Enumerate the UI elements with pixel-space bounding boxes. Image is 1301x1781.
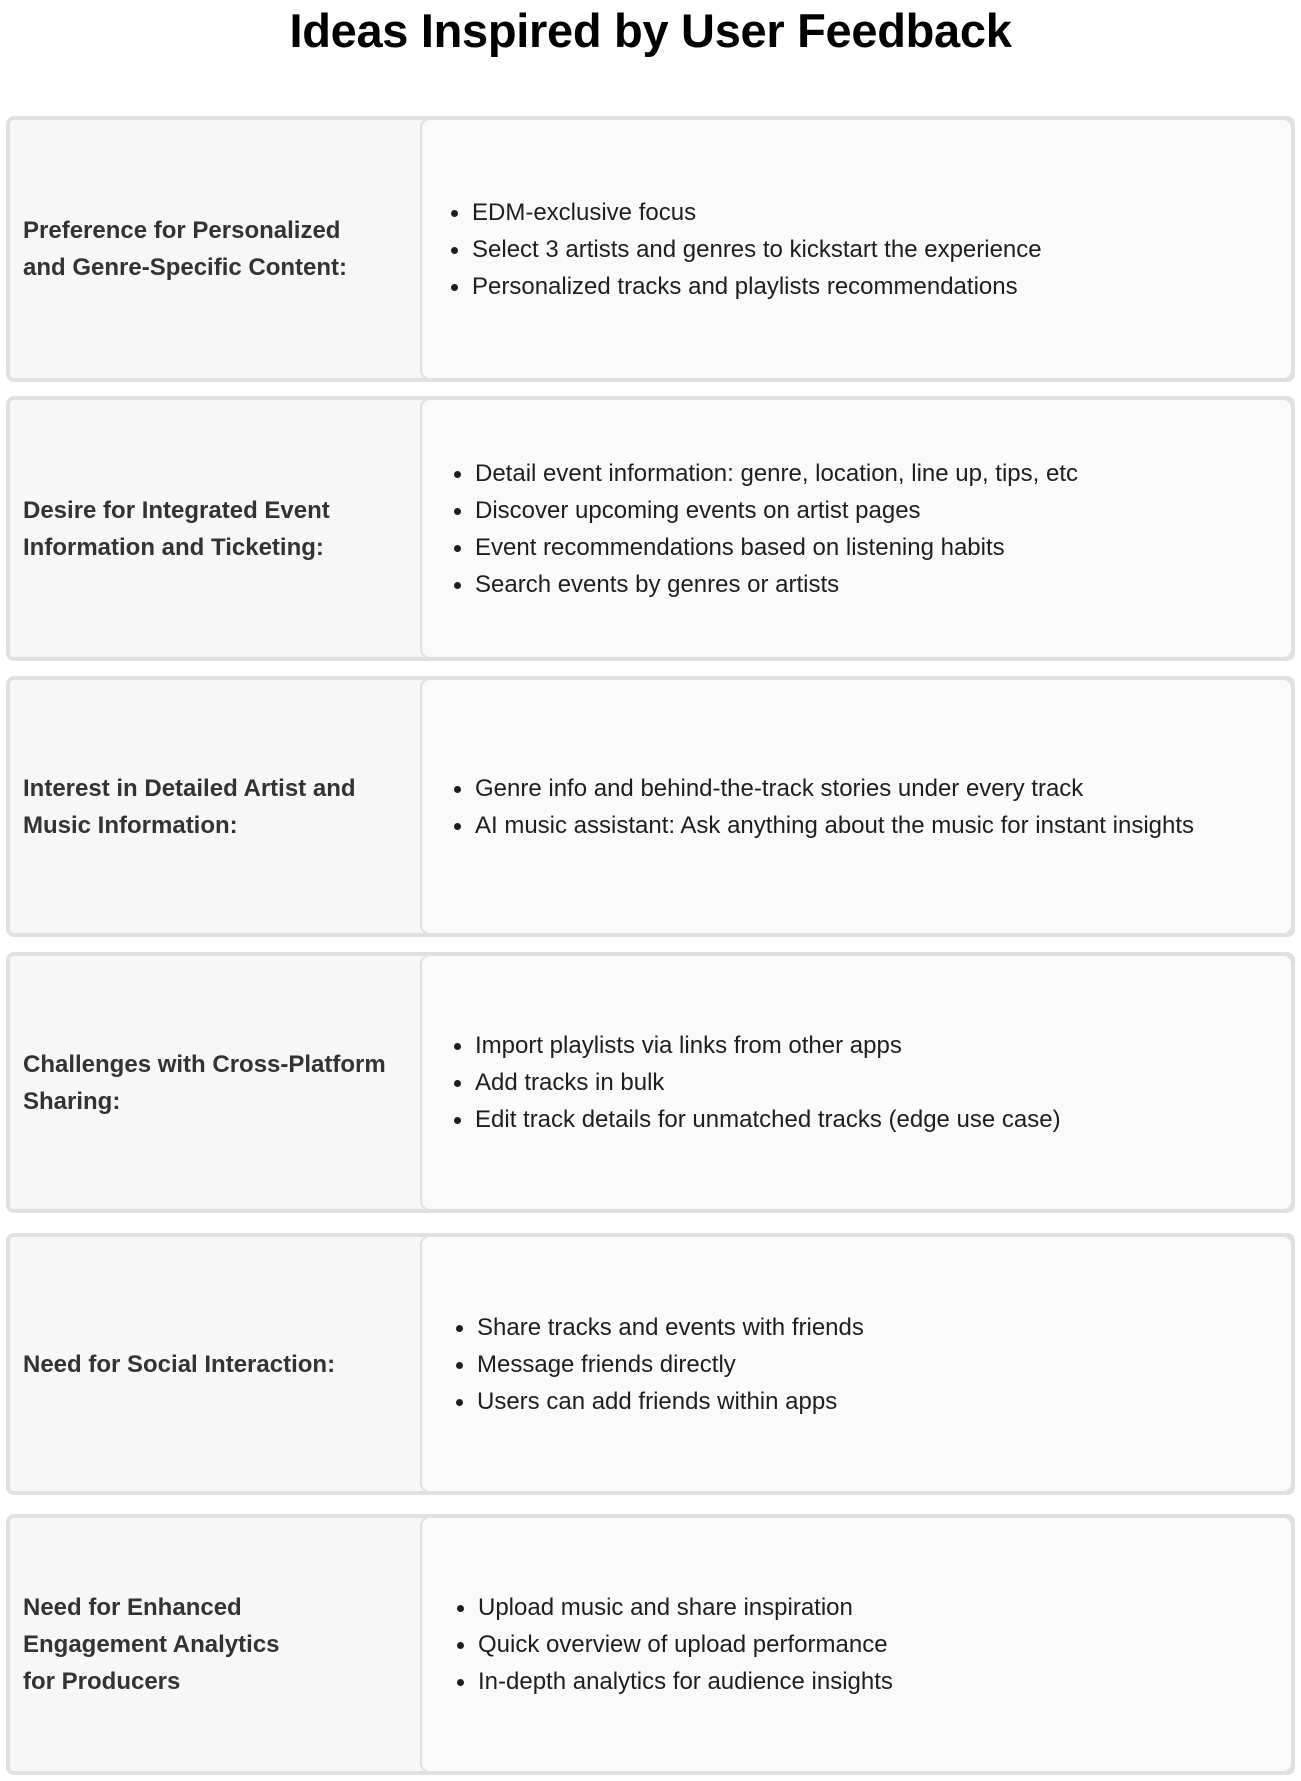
row-label: Interest in Detailed Artist and Music Information:: [23, 774, 356, 839]
idea-item: Personalized tracks and playlists recommendations: [446, 268, 1042, 305]
row-ideas-panel: [420, 398, 1293, 659]
feedback-row-social-interaction: [6, 1233, 1295, 1495]
idea-item: Share tracks and events with friends: [451, 1309, 864, 1346]
row-label: Challenges with Cross-Platform Sharing:: [23, 1050, 386, 1115]
idea-item: Discover upcoming events on artist pages: [449, 492, 1078, 529]
row-label: Need for Social Interaction:: [23, 1350, 336, 1378]
row-label: Need for Enhanced Engagement Analytics for Producers: [23, 1594, 280, 1695]
idea-item: Quick overview of upload performance: [452, 1626, 893, 1663]
idea-item: Upload music and share inspiration: [452, 1589, 893, 1626]
idea-list: [422, 1027, 1061, 1138]
idea-item: In-depth analytics for audience insights: [452, 1663, 893, 1700]
idea-item: EDM-exclusive focus: [446, 194, 1042, 231]
row-ideas-panel: [420, 1235, 1293, 1493]
idea-item: Search events by genres or artists: [449, 566, 1078, 603]
idea-item: Add tracks in bulk: [449, 1064, 1061, 1101]
idea-list: [422, 455, 1078, 603]
row-ideas-panel: [420, 118, 1293, 380]
idea-item: Import playlists via links from other apps: [449, 1027, 1061, 1064]
idea-item: Genre info and behind-the-track stories under every track: [449, 770, 1194, 807]
row-ideas-panel: [420, 1516, 1293, 1773]
idea-item: Select 3 artists and genres to kickstart the experience: [446, 231, 1042, 268]
idea-list: [422, 194, 1042, 305]
page-title: Ideas Inspired by User Feedback: [289, 4, 1012, 57]
row-ideas-panel: [420, 678, 1293, 935]
feedback-row-cross-platform-sharing: [6, 952, 1295, 1213]
idea-item: Event recommendations based on listening habits: [449, 529, 1078, 566]
feedback-row-producer-analytics: [6, 1514, 1295, 1775]
idea-item: Users can add friends within apps: [451, 1383, 864, 1420]
feedback-row-event-information: [6, 396, 1295, 661]
idea-list: [422, 770, 1194, 844]
row-ideas-panel: [420, 954, 1293, 1211]
feedback-row-artist-music-info: [6, 676, 1295, 937]
row-label: Desire for Integrated Event Information and Ticketing:: [23, 496, 330, 561]
idea-list: [422, 1589, 893, 1700]
idea-item: Edit track details for unmatched tracks (edge use case): [449, 1101, 1061, 1138]
idea-item: Detail event information: genre, location, line up, tips, etc: [449, 455, 1078, 492]
feedback-row-personalized-content: [6, 116, 1295, 382]
idea-list: [422, 1309, 864, 1420]
idea-item: AI music assistant: Ask anything about the music for instant insights: [449, 807, 1194, 844]
idea-item: Message friends directly: [451, 1346, 864, 1383]
row-label: Preference for Personalized and Genre-Specific Content:: [23, 217, 348, 281]
